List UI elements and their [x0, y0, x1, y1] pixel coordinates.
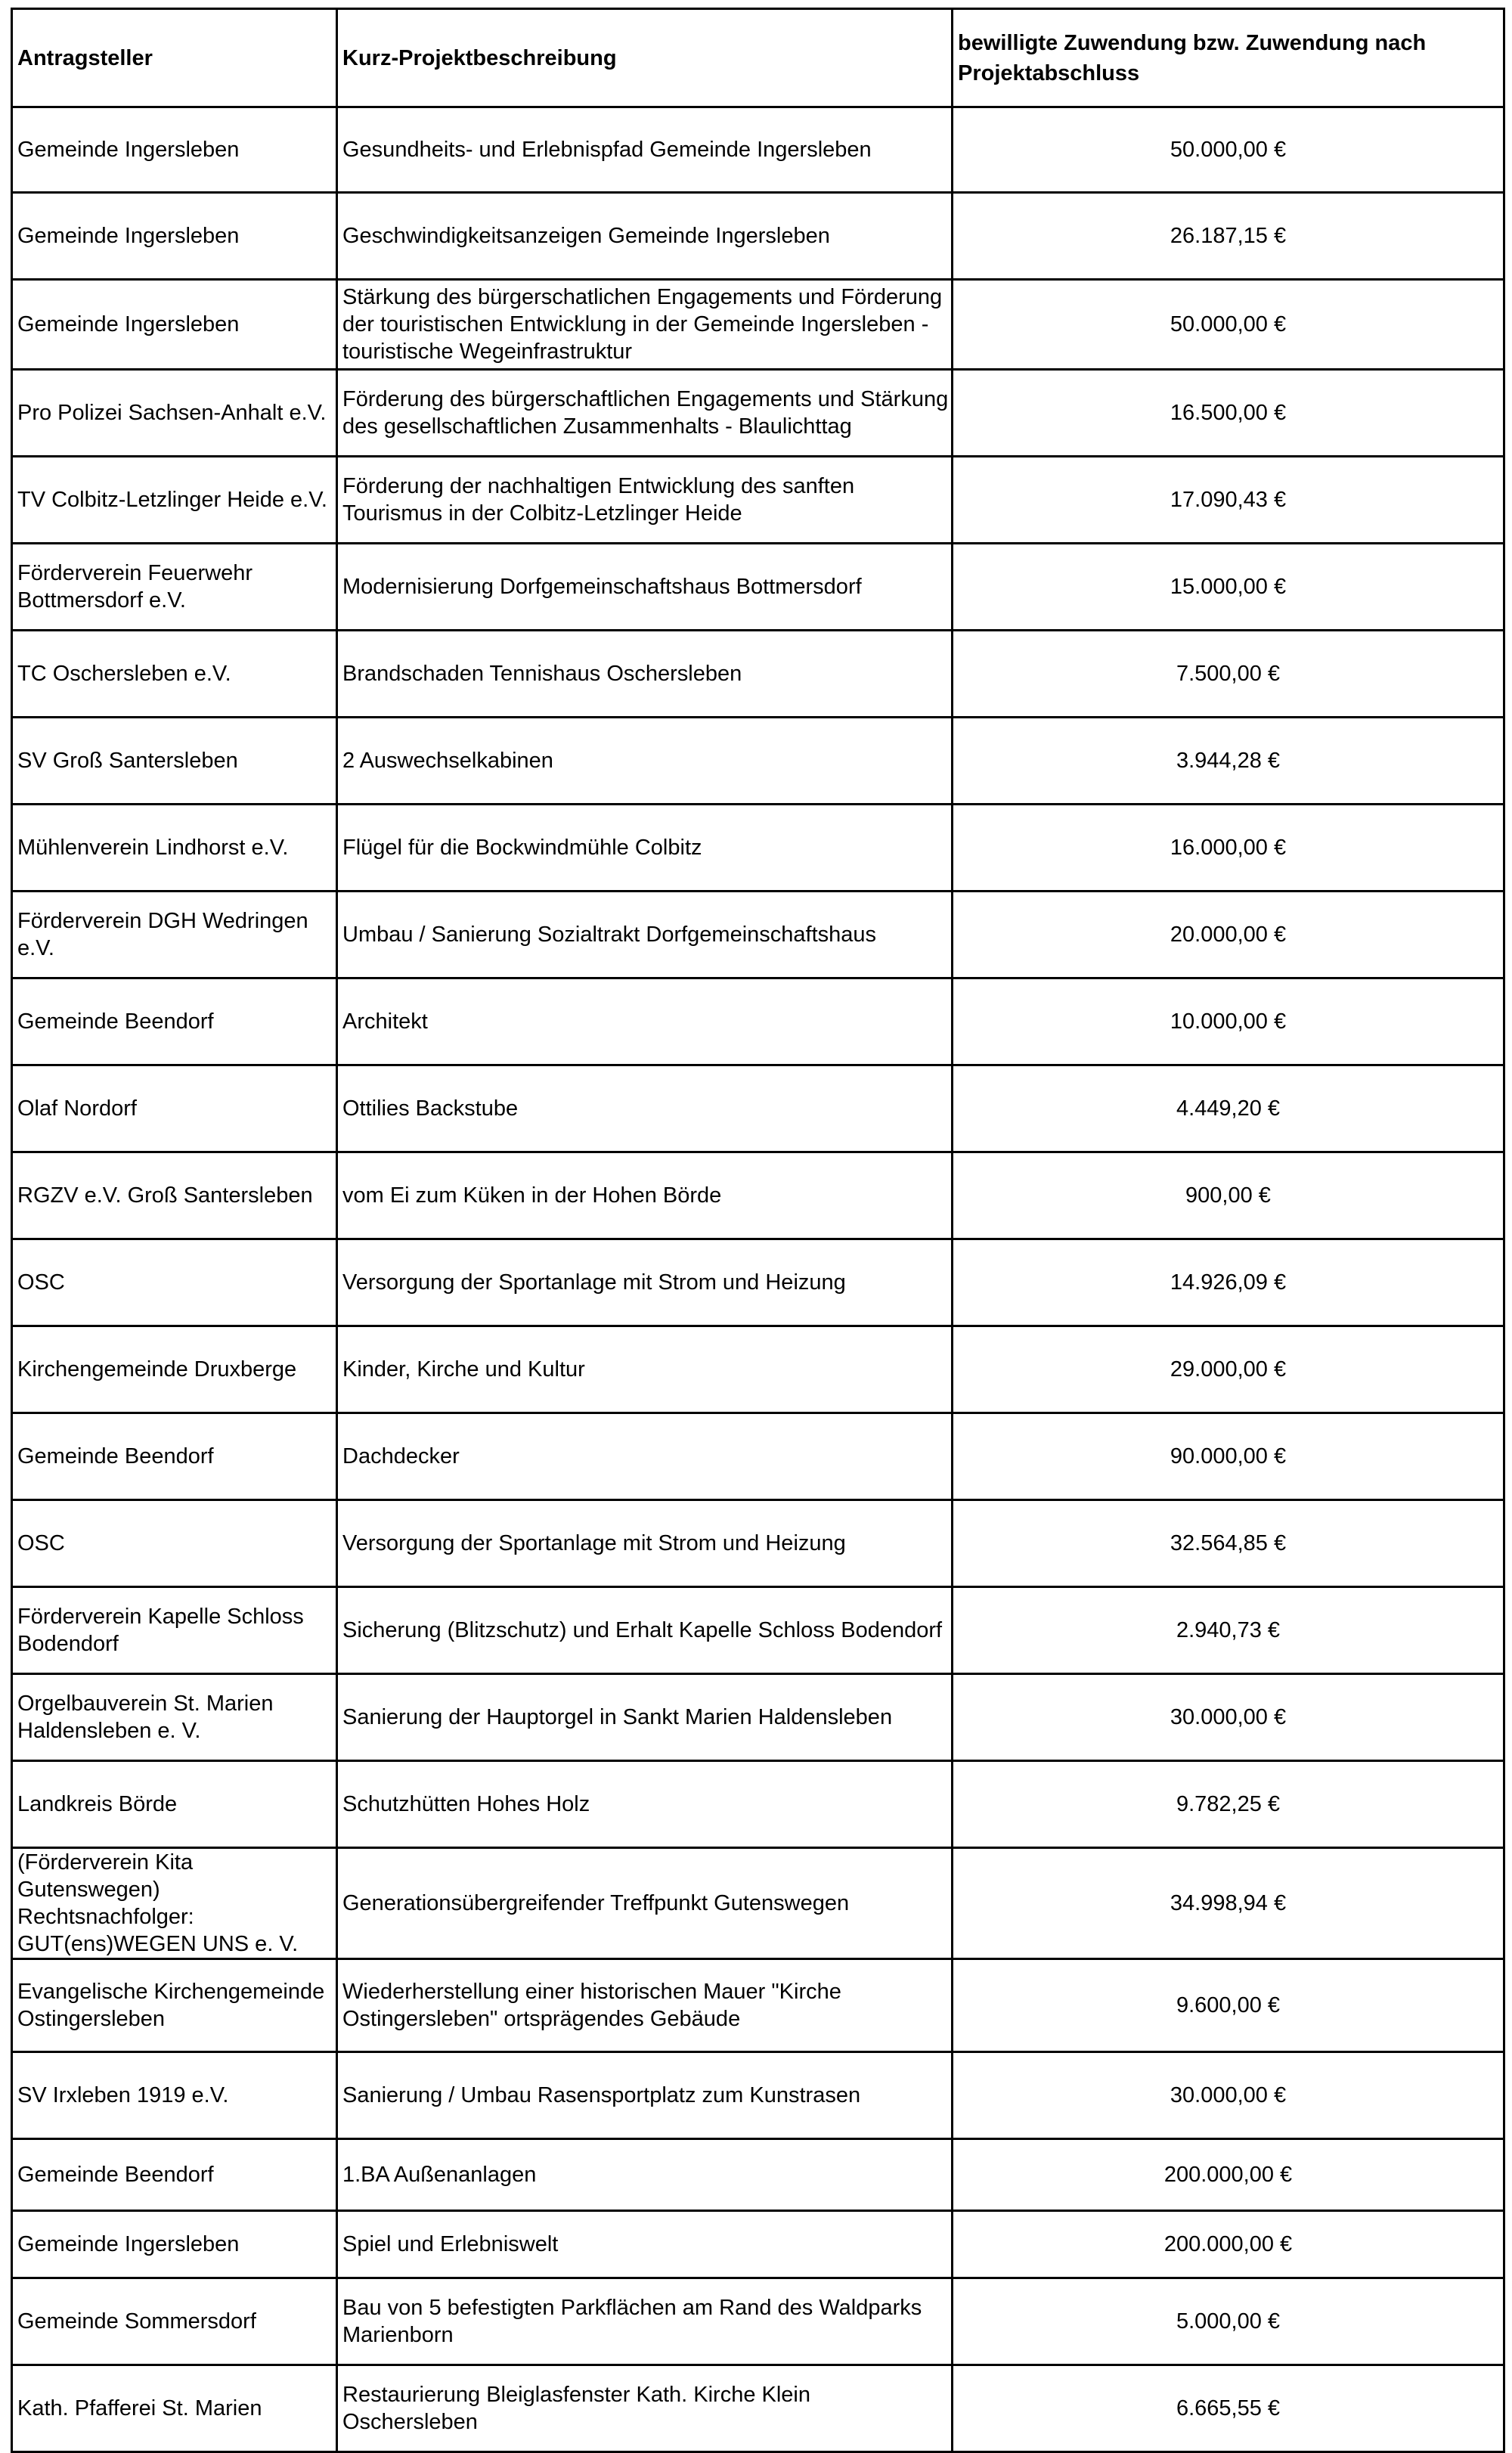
applicant-cell: SV Groß Santersleben — [12, 718, 337, 805]
applicant-cell: Pro Polizei Sachsen-Anhalt e.V. — [12, 370, 337, 457]
applicant-cell: OSC — [12, 1239, 337, 1326]
applicant-cell: Olaf Nordorf — [12, 1065, 337, 1152]
description-cell: Förderung des bürgerschaftlichen Engagements und Stärkung des gesellschaftlichen Zusammenhalts - Blaulichttag — [337, 370, 953, 457]
applicant-cell: RGZV e.V. Groß Santersleben — [12, 1152, 337, 1239]
applicant-cell: Gemeinde Sommersdorf — [12, 2278, 337, 2365]
description-cell: Brandschaden Tennishaus Oschersleben — [337, 631, 953, 718]
amount-cell: 9.600,00 € — [953, 1959, 1504, 2052]
description-cell: 1.BA Außenanlagen — [337, 2139, 953, 2211]
description-cell: Ottilies Backstube — [337, 1065, 953, 1152]
applicant-cell: Gemeinde Ingersleben — [12, 280, 337, 370]
description-cell: Sanierung der Hauptorgel in Sankt Marien Haldensleben — [337, 1674, 953, 1761]
applicant-cell: Förderverein Kapelle Schloss Bodendorf — [12, 1587, 337, 1674]
table-row — [12, 1413, 1504, 1500]
amount-cell: 32.564,85 € — [953, 1500, 1504, 1587]
description-cell: Versorgung der Sportanlage mit Strom und Heizung — [337, 1239, 953, 1326]
header-amount: bewilligte Zuwendung bzw. Zuwendung nach Projektabschluss — [953, 9, 1504, 107]
applicant-cell: Gemeinde Ingersleben — [12, 107, 337, 193]
table-row — [12, 2211, 1504, 2278]
table-row — [12, 193, 1504, 280]
amount-cell: 9.782,25 € — [953, 1761, 1504, 1848]
description-cell: Stärkung des bürgerschatlichen Engagements und Förderung der touristischen Entwicklung in der Gemeinde Ingersleben - touristische Wegeinfrastruktur — [337, 280, 953, 370]
table-row — [12, 107, 1504, 193]
description-cell: Versorgung der Sportanlage mit Strom und Heizung — [337, 1500, 953, 1587]
amount-cell: 7.500,00 € — [953, 631, 1504, 718]
description-cell: Restaurierung Bleiglasfenster Kath. Kirche Klein Oschersleben — [337, 2365, 953, 2452]
table-row — [12, 370, 1504, 457]
description-cell: Geschwindigkeitsanzeigen Gemeinde Ingersleben — [337, 193, 953, 280]
applicant-cell: Gemeinde Ingersleben — [12, 2211, 337, 2278]
table-row — [12, 1761, 1504, 1848]
description-cell: vom Ei zum Küken in der Hohen Börde — [337, 1152, 953, 1239]
amount-cell: 10.000,00 € — [953, 978, 1504, 1065]
table-row — [12, 1152, 1504, 1239]
applicant-cell: Kath. Pfafferei St. Marien — [12, 2365, 337, 2452]
applicant-cell: TC Oschersleben e.V. — [12, 631, 337, 718]
amount-cell: 14.926,09 € — [953, 1239, 1504, 1326]
applicant-cell: Gemeinde Beendorf — [12, 2139, 337, 2211]
amount-cell: 5.000,00 € — [953, 2278, 1504, 2365]
amount-cell: 16.000,00 € — [953, 805, 1504, 892]
applicant-cell: Gemeinde Beendorf — [12, 978, 337, 1065]
header-applicant: Antragsteller — [12, 9, 337, 107]
applicant-cell: Förderverein Feuerwehr Bottmersdorf e.V. — [12, 544, 337, 631]
table-row — [12, 1848, 1504, 1959]
amount-cell: 900,00 € — [953, 1152, 1504, 1239]
funding-table — [11, 8, 1505, 2453]
amount-cell: 30.000,00 € — [953, 1674, 1504, 1761]
applicant-cell: OSC — [12, 1500, 337, 1587]
amount-cell: 6.665,55 € — [953, 2365, 1504, 2452]
description-cell: Flügel für die Bockwindmühle Colbitz — [337, 805, 953, 892]
table-row — [12, 457, 1504, 544]
amount-cell: 2.940,73 € — [953, 1587, 1504, 1674]
description-cell: 2 Auswechselkabinen — [337, 718, 953, 805]
applicant-cell: Mühlenverein Lindhorst e.V. — [12, 805, 337, 892]
description-cell: Gesundheits- und Erlebnispfad Gemeinde Ingersleben — [337, 107, 953, 193]
applicant-cell: Landkreis Börde — [12, 1761, 337, 1848]
table-row — [12, 718, 1504, 805]
amount-cell: 3.944,28 € — [953, 718, 1504, 805]
amount-cell: 90.000,00 € — [953, 1413, 1504, 1500]
amount-cell: 20.000,00 € — [953, 892, 1504, 978]
amount-cell: 200.000,00 € — [953, 2139, 1504, 2211]
table-row — [12, 631, 1504, 718]
table-row — [12, 2278, 1504, 2365]
amount-cell: 50.000,00 € — [953, 107, 1504, 193]
description-cell: Bau von 5 befestigten Parkflächen am Rand des Waldparks Marienborn — [337, 2278, 953, 2365]
amount-cell: 26.187,15 € — [953, 193, 1504, 280]
applicant-cell: TV Colbitz-Letzlinger Heide e.V. — [12, 457, 337, 544]
amount-cell: 29.000,00 € — [953, 1326, 1504, 1413]
applicant-cell: Orgelbauverein St. Marien Haldensleben e. V. — [12, 1674, 337, 1761]
amount-cell: 17.090,43 € — [953, 457, 1504, 544]
amount-cell: 34.998,94 € — [953, 1848, 1504, 1959]
description-cell: Wiederherstellung einer historischen Mauer "Kirche Ostingersleben" ortsprägendes Gebäude — [337, 1959, 953, 2052]
amount-cell: 16.500,00 € — [953, 370, 1504, 457]
description-cell: Dachdecker — [337, 1413, 953, 1500]
amount-cell: 200.000,00 € — [953, 2211, 1504, 2278]
amount-cell: 30.000,00 € — [953, 2052, 1504, 2139]
description-cell: Generationsübergreifender Treffpunkt Gutenswegen — [337, 1848, 953, 1959]
applicant-cell: (Förderverein Kita Gutenswegen) Rechtsnachfolger: GUT(ens)WEGEN UNS e. V. — [12, 1848, 337, 1959]
description-cell: Schutzhütten Hohes Holz — [337, 1761, 953, 1848]
description-cell: Förderung der nachhaltigen Entwicklung des sanften Tourismus in der Colbitz-Letzlinger Heide — [337, 457, 953, 544]
table-row — [12, 1065, 1504, 1152]
amount-cell: 50.000,00 € — [953, 280, 1504, 370]
table-row — [12, 978, 1504, 1065]
table-row — [12, 1587, 1504, 1674]
description-cell: Kinder, Kirche und Kultur — [337, 1326, 953, 1413]
description-cell: Modernisierung Dorfgemeinschaftshaus Bottmersdorf — [337, 544, 953, 631]
header-description: Kurz-Projektbeschreibung — [337, 9, 953, 107]
applicant-cell: SV Irxleben 1919 e.V. — [12, 2052, 337, 2139]
table-row — [12, 805, 1504, 892]
applicant-cell: Gemeinde Ingersleben — [12, 193, 337, 280]
description-cell: Architekt — [337, 978, 953, 1065]
applicant-cell: Kirchengemeinde Druxberge — [12, 1326, 337, 1413]
table-row — [12, 1326, 1504, 1413]
applicant-cell: Förderverein DGH Wedringen e.V. — [12, 892, 337, 978]
table-row — [12, 544, 1504, 631]
table-row — [12, 1959, 1504, 2052]
description-cell: Sicherung (Blitzschutz) und Erhalt Kapelle Schloss Bodendorf — [337, 1587, 953, 1674]
table-row — [12, 1674, 1504, 1761]
description-cell: Umbau / Sanierung Sozialtrakt Dorfgemeinschaftshaus — [337, 892, 953, 978]
applicant-cell: Evangelische Kirchengemeinde Ostingersleben — [12, 1959, 337, 2052]
header-row — [12, 9, 1504, 107]
applicant-cell: Gemeinde Beendorf — [12, 1413, 337, 1500]
table-row — [12, 892, 1504, 978]
table-row — [12, 280, 1504, 370]
description-cell: Sanierung / Umbau Rasensportplatz zum Kunstrasen — [337, 2052, 953, 2139]
table-row — [12, 2365, 1504, 2452]
amount-cell: 4.449,20 € — [953, 1065, 1504, 1152]
table-row — [12, 2139, 1504, 2211]
amount-cell: 15.000,00 € — [953, 544, 1504, 631]
table-row — [12, 1239, 1504, 1326]
description-cell: Spiel und Erlebniswelt — [337, 2211, 953, 2278]
table-row — [12, 2052, 1504, 2139]
table-row — [12, 1500, 1504, 1587]
